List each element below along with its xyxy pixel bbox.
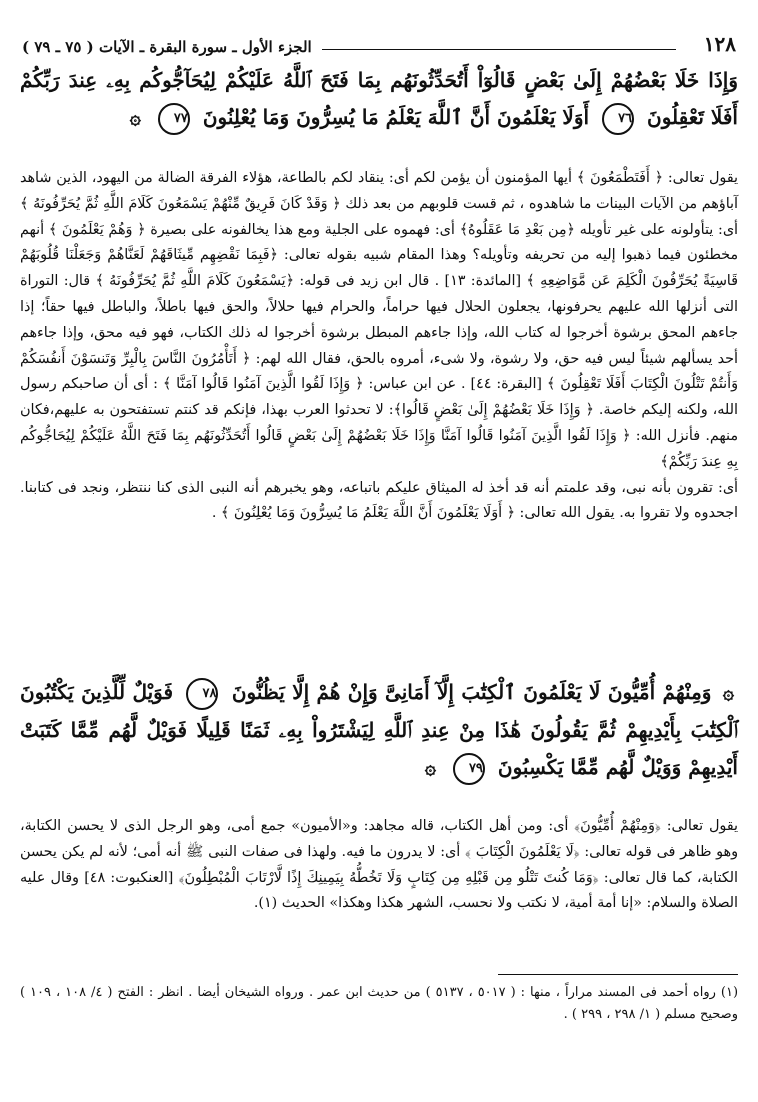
footnote-1: (١) رواه أحمد فى المسند مراراً ، منها : ( ٥٠١٧ ، ٥١٣٧ ) من حديث ابن عمر . ورواه الشيخان أيضا . انظر : الفتح ( ٤/ ١٠٨ ، ١٠٩ ) وصحيح مسلم ( ١/ ٢٩٨ ، ٢٩٩ ) . (20, 985, 739, 1022)
verse-number-77: ٧٧ (158, 103, 190, 135)
commentary-paragraph: أى: تقرون بأنه نبى، وقد علمتم أنه قد أخذ له الميثاق عليكم باتباعه، وهو يخبرهم أنه النبى الذى كنا ننتظر، ونجد فى كتابنا. اجحدوه ولا تقروا به. يقول الله تعالى: ﴿ أَوَلَا يَعْلَمُونَ أَنَّ اللَّهَ يَعْلَمُ مَا يُسِرُّونَ وَمَا يُعْلِنُونَ ﴾ . (20, 479, 738, 522)
verse-79-start: فَوَيْلٌ (132, 680, 174, 704)
commentary-paragraph: يقول تعالى: ﴿وَمِنْهُمْ أُمِّيُّونَ﴾ أى: ومن أهل الكتاب، قاله مجاهد: و«الأميون» جمع أمى، وهو الرجل الذى لا يحسن الكتابة، وهو ظاهر فى قوله تعالى: ﴿لَا يَعْلَمُونَ الْكِتَابَ ﴾ أى: لا يدرون ما فيه. ولهذا فى صفات النبى ﷺ أنه أمى؛ لأنه لم يكن يحسن الكتابة، كما قال تعالى: ﴿وَمَا كُنتَ تَتْلُو مِن قَبْلِهِ مِن كِتَابٍ وَلَا تَخُطُّهُ بِيَمِينِكَ إِذًا لَّارْتَابَ الْمُبْطِلُونَ﴾ [العنكبوت: ٤٨] وقال عليه الصلاة والسلام: «إنا أمة أمية، لا نكتب ولا نحسب، الشهر هكذا وهكذا» الحديث (١). (20, 818, 738, 912)
verse-number-79: ٧٩ (453, 753, 485, 785)
verse-ornament-icon: ۞ (722, 682, 734, 704)
verse-number-78: ٧٨ (186, 678, 218, 710)
commentary-paragraph: يقول تعالى: ﴿ أَفَتَطْمَعُونَ ﴾ أيها المؤمنون أن يؤمن لكم أى: ينقاد لكم بالطاعة، هؤلاء الفرقة الضالة من اليهود، الذين شاهد آباؤهم من الآيات البينات ما شاهدوه ، ثم قست قلوبهم من بعد ذلك ﴿ وَقَدْ كَانَ فَرِيقٌ مِّنْهُمْ يَسْمَعُونَ كَلَامَ اللَّهِ ثُمَّ يُحَرِّفُونَهُ ﴾ أى: يتأولونه على غير تأويله ﴿مِن بَعْدِ مَا عَقَلُوهُ﴾ أى: فهموه على الجلية ومع هذا يخالفونه على بصيرة ﴿ وَهُمْ يَعْلَمُونَ ﴾ أنهم مخطئون فيما ذهبوا إليه من تحريفه وتأويله؟ وهذا المقام شبيه بقوله تعالى: ﴿فَبِمَا نَقْضِهِم مِّيثَاقَهُمْ لَعَنَّاهُمْ وَجَعَلْنَا قُلُوبَهُمْ قَاسِيَةً يُحَرِّفُونَ الْكَلِمَ عَن مَّوَاضِعِهِ ﴾ [المائدة: ١٣] . قال ابن زيد فى قوله: ﴿يَسْمَعُونَ كَلَامَ اللَّهِ ثُمَّ يُحَرِّفُونَهُ ﴾ قال: التوراة التى أنزلها الله عليهم يحرفونها، يجعلون الحلال فيها حراماً، والحرام فيها حلالاً، والحق فيها باطلاً، والباطل فيها حقاً؛ إذا جاءهم المحق برشوة أخرجوا له كتاب الله، وإذا جاءهم المبطل برشوة أخرجوا له ذلك الكتاب، فهو فيه محق، وإذا جاءهم أحد يسألهم شيئاً ليس فيه حق، ولا رشوة، ولا شىء، أمروه بالحق، فقال الله لهم: ﴿ أَتَأْمُرُونَ النَّاسَ بِالْبِرِّ وَتَنسَوْنَ أَنفُسَكُمْ وَأَنتُمْ تَتْلُونَ الْكِتَابَ أَفَلَا تَعْقِلُونَ ﴾ [البقرة: ٤٤] . عن ابن عباس: ﴿ وَإِذَا لَقُوا الَّذِينَ آمَنُوا قَالُوا آمَنَّا ﴾ : أى أن صاحبكم رسول الله، ولكنه إليكم خاصة. ﴿ وَإِذَا خَلَا بَعْضُهُمْ إِلَىٰ بَعْضٍ قَالُوا﴾: لا تحدثوا العرب بهذا، فإنكم قد كنتم تستفتحون به عليهم،فكان منهم. فأنزل الله: ﴿ وَإِذَا لَقُوا الَّذِينَ آمَنُوا قَالُوا آمَنَّا وَإِذَا خَلَا بَعْضُهُمْ إِلَىٰ بَعْضٍ قَالُوا أَتُحَدِّثُونَهُم بِمَا فَتَحَ اللَّهُ عَلَيْكُمْ لِيُحَاجُّوكُم بِهِ عِندَ رَبِّكُمْ﴾ (20, 170, 738, 470)
verse-79-end: فَوَيْلٌ لَّهُم مِّمَّا كَتَبَتْ أَيْدِيهِمْ وَوَيْلٌ لَّهُم مِّمَّا يَكْسِبُونَ (20, 718, 738, 779)
page-header (22, 30, 736, 56)
running-title: الجزء الأول ـ سورة البقرة ـ الآيات ( ٧٥ ـ ٧٩ ) (22, 38, 312, 56)
verse-77-text: أَوَلَا يَعْلَمُونَ أَنَّ ٱللَّهَ يَعْلَمُ مَا يُسِرُّونَ وَمَا يُعْلِنُونَ (202, 105, 590, 129)
tafsir-commentary-1 (20, 166, 738, 672)
verse-78-text: وَمِنْهُمْ أُمِّيُّونَ لَا يَعْلَمُونَ ٱلْكِتَٰبَ إِلَّآ أَمَانِىَّ وَإِنْ هُمْ إِلَّا يَظُنُّونَ (231, 680, 712, 704)
quran-verse-block-top (20, 62, 738, 152)
page-number: ١٢٨ (703, 32, 736, 56)
verse-number-76: ٧٦ (602, 103, 634, 135)
verse-ornament-icon: ۞ (129, 107, 141, 129)
footnotes (20, 982, 738, 1026)
footnote-divider (498, 974, 738, 975)
tafsir-commentary-2 (20, 814, 738, 964)
verse-ornament-icon: ۞ (424, 757, 436, 779)
header-rule (322, 49, 676, 50)
verse-76-text: رَبِّكُمْ أَفَلَا تَعْقِلُونَ (20, 68, 738, 129)
quran-verse-block-middle (20, 674, 738, 802)
verse-79-text: لِّلَّذِينَ يَكْتُبُونَ ٱلْكِتَٰبَ بِأَيْدِيهِمْ ثُمَّ يَقُولُونَ هَٰذَا مِنْ عِندِ ٱللَّهِ لِيَشْتَرُواْ بِهِۦ ثَمَنًا قَلِيلًا (20, 680, 739, 742)
verse-75-text: وَإِذَا خَلَا بَعْضُهُمْ إِلَىٰ بَعْضٍ قَالُوٓاْ أَتُحَدِّثُونَهُم بِمَا فَتَحَ ٱللَّهُ عَلَيْكُمْ لِيُحَآجُّوكُم بِهِۦ عِندَ (68, 68, 738, 92)
